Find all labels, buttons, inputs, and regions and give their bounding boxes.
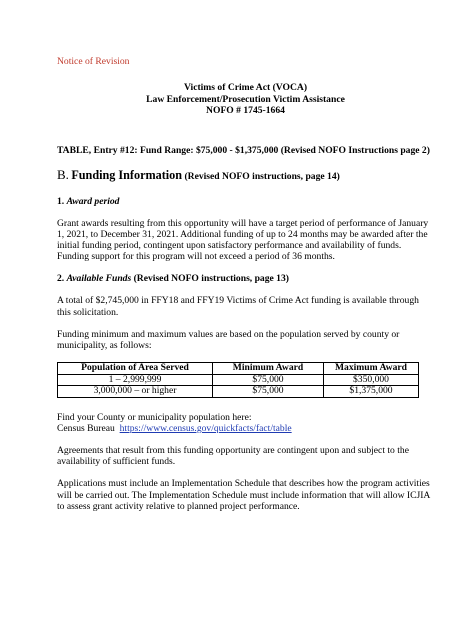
section-title: Funding Information (71, 167, 183, 182)
available-funds-title: Available Funds (66, 273, 132, 285)
agreements-text: Agreements that result from this funding opportunity are contingent upon and subject to the availability of sufficient funds. (57, 445, 409, 468)
cell-population: 1 – 2,999,999 (58, 374, 213, 386)
table-row (58, 374, 419, 386)
available-funds-reference: (Revised NOFO instructions, page 13) (133, 273, 289, 285)
cell-population: 3,000,000 – or higher (58, 386, 213, 398)
available-funds-number: 2. (57, 273, 65, 285)
table-header-row (58, 363, 419, 375)
available-funds-total-text: A total of $2,745,000 in FFY18 and FFY19 Victims of Crime Act funding is available through this solicitation. (57, 295, 419, 318)
table-row (58, 386, 419, 398)
cell-minimum-award: $75,000 (213, 386, 324, 398)
section-reference: (Revised NOFO instructions, page 14) (184, 170, 340, 182)
census-quickfacts-link[interactable]: https://www.census.gov/quickfacts/fact/table (119, 422, 292, 434)
find-county-text (57, 412, 434, 434)
cell-minimum-award: $75,000 (213, 374, 324, 386)
section-letter: B. (57, 166, 69, 182)
notice-of-revision: Notice of Revision (57, 56, 130, 67)
header-population: Population of Area Served (58, 363, 213, 375)
available-funds-heading (57, 273, 434, 285)
award-period-title: Award period (66, 195, 120, 207)
cell-maximum-award: $350,000 (324, 374, 419, 386)
title-line-1: Victims of Crime Act (VOCA) (183, 82, 308, 93)
table-entry-heading: TABLE, Entry #12: Fund Range: $75,000 - $1,375,000 (Revised NOFO Instructions page 2) (57, 144, 430, 156)
find-county-line: Find your County or municipality population here: (57, 411, 252, 423)
section-b-heading (57, 168, 434, 184)
title-line-3: NOFO # 1745-1664 (206, 105, 285, 116)
award-period-number: 1. (57, 195, 65, 207)
header-maximum-award: Maximum Award (324, 363, 419, 375)
funding-basis-text: Funding minimum and maximum values are based on the population served by county or municipality, as follows: (57, 328, 400, 351)
award-period-heading (57, 196, 434, 208)
document-title (57, 82, 434, 117)
census-bureau-label: Census Bureau (57, 422, 115, 434)
implementation-schedule-text: Applications must include an Implementation Schedule that describes how the program activities will be carried out. The Implementation Schedule must include information that will allow ICJIA to assess grant activity relative to planned project performance. (57, 478, 430, 512)
cell-maximum-award: $1,375,000 (324, 386, 419, 398)
title-line-2: Law Enforcement/Prosecution Victim Assistance (146, 93, 345, 105)
award-range-table (57, 362, 419, 398)
header-minimum-award: Minimum Award (213, 363, 324, 375)
award-period-text: Grant awards resulting from this opportunity will have a target period of performance of January 1, 2021, to December 31, 2021. Additional funding of up to 24 months may be awarded after the initial funding period, contingent upon satisfactory performance and availability of funds. Funding support for this program will not exceed a period of 36 months. (57, 217, 429, 263)
